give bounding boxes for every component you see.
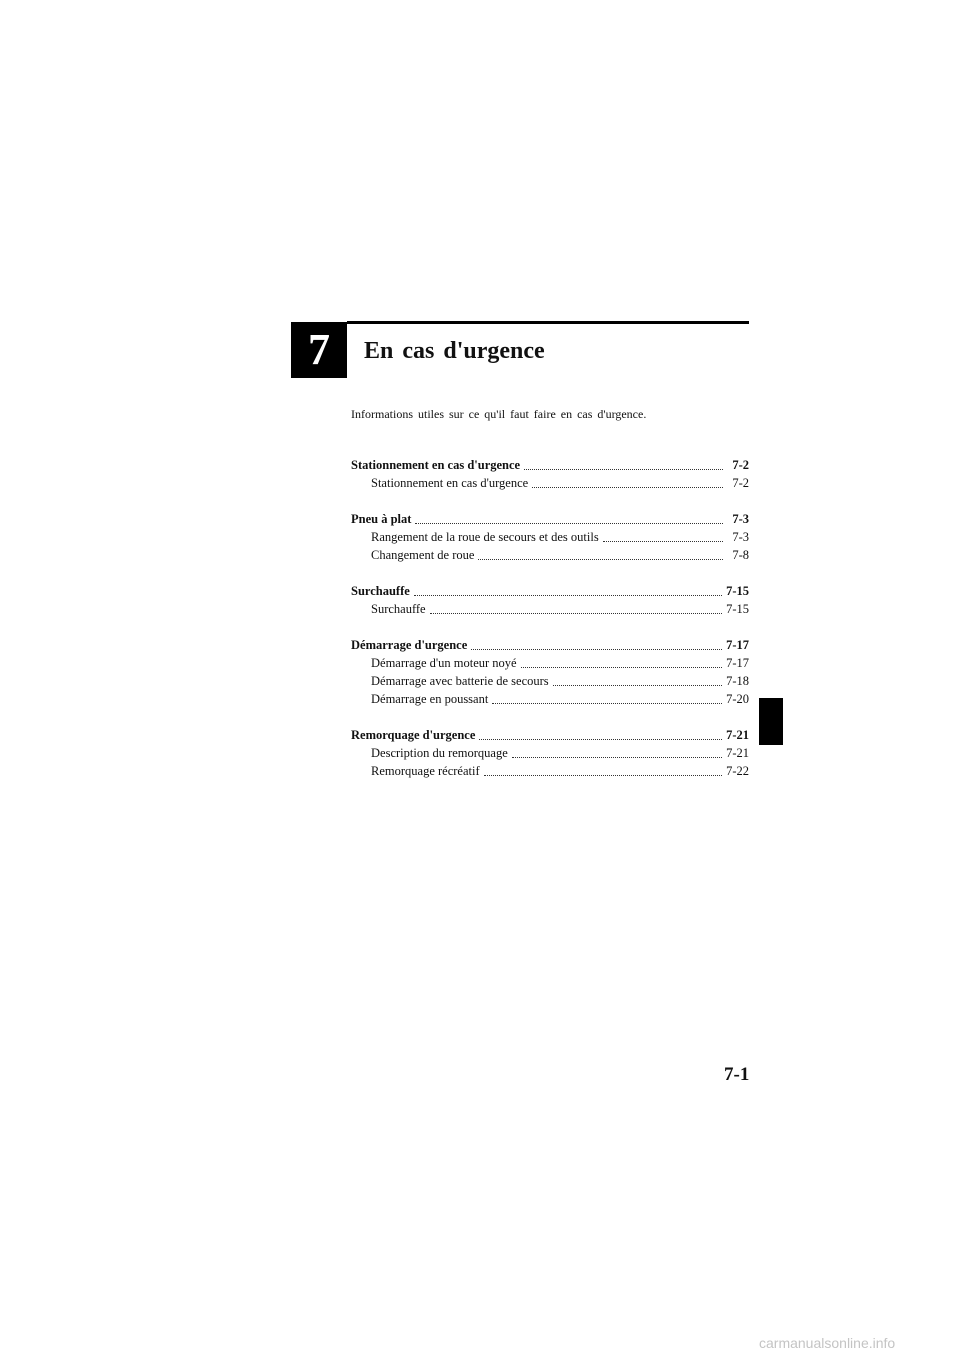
- dot-leader: [521, 666, 722, 668]
- toc-entry-sub[interactable]: [351, 744, 749, 762]
- toc-entry-sub[interactable]: [351, 474, 749, 492]
- toc-entry-title: Stationnement en cas d'urgence: [351, 458, 521, 472]
- chapter-title: En cas d'urgence: [364, 338, 545, 364]
- dot-leader: [524, 468, 723, 470]
- toc-entry-sub[interactable]: [351, 690, 749, 708]
- toc-entry-page: 7-2: [732, 476, 749, 490]
- toc-entry-page: 7-22: [726, 764, 749, 778]
- toc-section: [351, 510, 749, 564]
- toc-entry-title: Pneu à plat: [351, 512, 412, 526]
- toc-entry-sub[interactable]: [351, 762, 749, 780]
- toc-entry-main[interactable]: [351, 456, 749, 474]
- toc-entry-page: 7-3: [732, 512, 749, 526]
- toc-entry-title: Surchauffe: [351, 584, 410, 598]
- toc-entry-title: Surchauffe: [371, 602, 426, 616]
- page-number: 7-1: [724, 1064, 750, 1085]
- dot-leader: [415, 522, 723, 524]
- toc-entry-title: Remorquage d'urgence: [351, 728, 476, 742]
- toc-entry-sub[interactable]: [351, 654, 749, 672]
- toc-entry-page: 7-3: [732, 530, 749, 544]
- toc-section: [351, 456, 749, 492]
- toc-entry-title: Démarrage d'urgence: [351, 638, 468, 652]
- toc-entry-sub[interactable]: [351, 528, 749, 546]
- toc-entry-title: Démarrage en poussant: [371, 692, 489, 706]
- dot-leader: [478, 558, 723, 560]
- toc-entry-title: Remorquage récréatif: [371, 764, 480, 778]
- dot-leader: [414, 594, 722, 596]
- chapter-number-block: [291, 322, 347, 378]
- dot-leader: [484, 774, 722, 776]
- watermark-text: carmanualsonline.info: [759, 1335, 896, 1351]
- chapter-intro: Informations utiles sur ce qu'il faut faire en cas d'urgence.: [351, 407, 647, 421]
- dot-leader: [553, 684, 722, 686]
- toc-section: [351, 636, 749, 708]
- toc-entry-page: 7-21: [726, 746, 749, 760]
- toc-entry-sub[interactable]: [351, 672, 749, 690]
- toc-entry-title: Démarrage avec batterie de secours: [371, 674, 549, 688]
- chapter-title-rule: [347, 321, 749, 324]
- toc-entry-page: 7-17: [726, 638, 749, 652]
- toc-entry-main[interactable]: [351, 636, 749, 654]
- toc-entry-sub[interactable]: [351, 546, 749, 564]
- toc-entry-title: Rangement de la roue de secours et des outils: [371, 530, 599, 544]
- toc-entry-page: 7-8: [732, 548, 749, 562]
- toc-entry-page: 7-18: [726, 674, 749, 688]
- table-of-contents: [351, 456, 749, 798]
- toc-entry-page: 7-15: [726, 602, 749, 616]
- toc-entry-main[interactable]: [351, 582, 749, 600]
- dot-leader: [479, 738, 722, 740]
- toc-entry-page: 7-20: [726, 692, 749, 706]
- toc-section: [351, 582, 749, 618]
- toc-entry-title: Stationnement en cas d'urgence: [371, 476, 529, 490]
- toc-entry-title: Description du remorquage: [371, 746, 508, 760]
- chapter-thumb-tab: [759, 698, 783, 745]
- dot-leader: [492, 702, 722, 704]
- toc-section: [351, 726, 749, 780]
- toc-entry-page: 7-15: [726, 584, 749, 598]
- toc-entry-page: 7-2: [732, 458, 749, 472]
- dot-leader: [471, 648, 722, 650]
- toc-entry-main[interactable]: [351, 510, 749, 528]
- dot-leader: [430, 612, 722, 614]
- dot-leader: [603, 540, 723, 542]
- toc-entry-sub[interactable]: [351, 600, 749, 618]
- toc-entry-main[interactable]: [351, 726, 749, 744]
- toc-entry-page: 7-17: [726, 656, 749, 670]
- toc-entry-title: Démarrage d'un moteur noyé: [371, 656, 517, 670]
- chapter-number: 7: [308, 325, 330, 374]
- toc-entry-page: 7-21: [726, 728, 749, 742]
- toc-entry-title: Changement de roue: [371, 548, 475, 562]
- dot-leader: [512, 756, 722, 758]
- dot-leader: [532, 486, 723, 488]
